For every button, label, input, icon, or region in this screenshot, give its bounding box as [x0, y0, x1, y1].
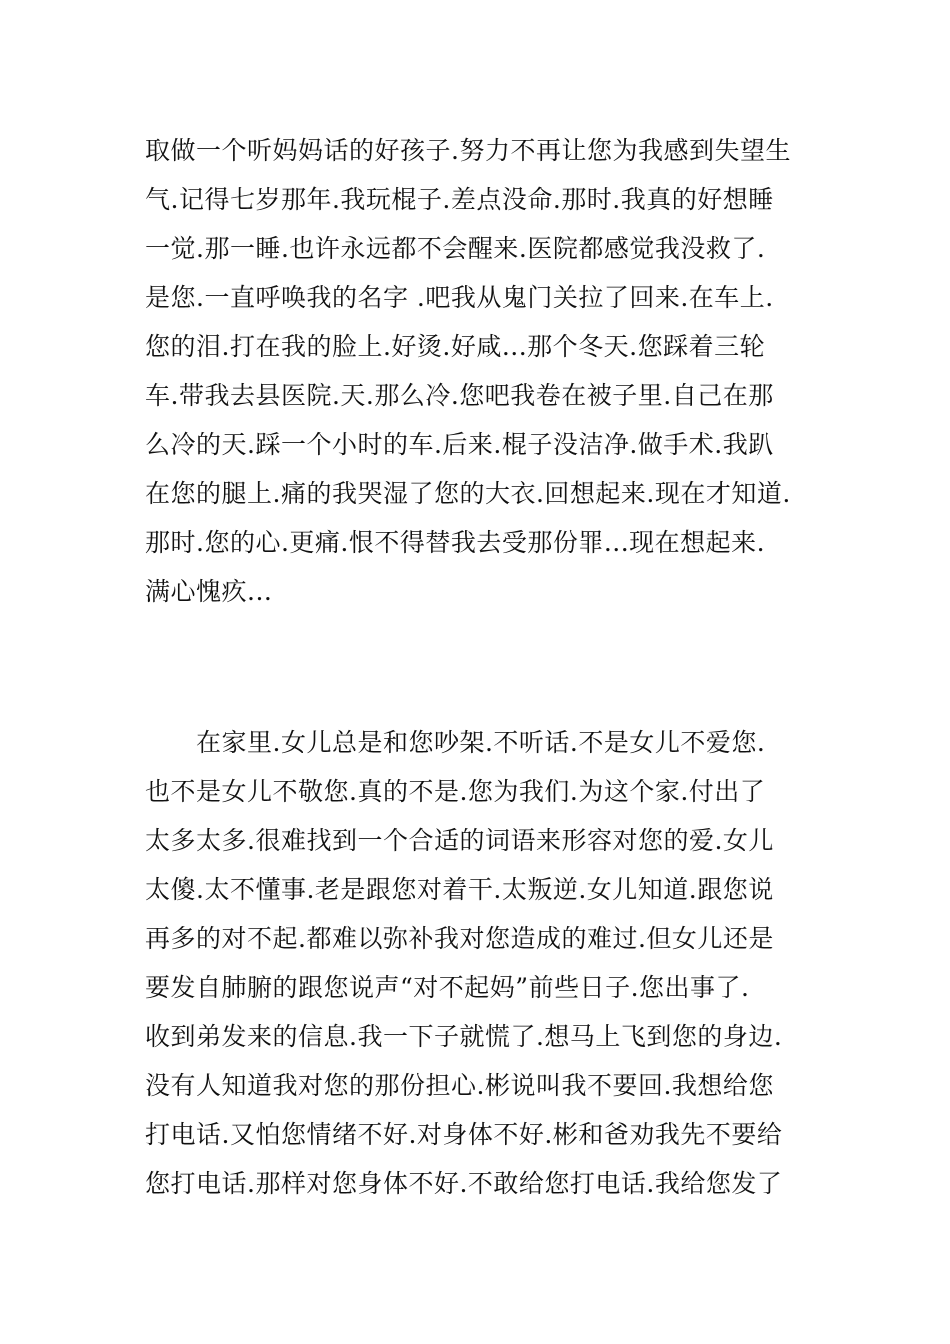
paragraph-2	[145, 718, 825, 1208]
text-line: 要发自肺腑的跟您说声“对不起妈”前些日子.您出事了.	[145, 973, 750, 1002]
text-line: 太傻.太不懂事.老是跟您对着干.太叛逆.女儿知道.跟您说	[145, 875, 774, 904]
text-line: 打电话.又怕您情绪不好.对身体不好.彬和爸劝我先不要给	[145, 1120, 783, 1149]
text-line: 么冷的天.踩一个小时的车.后来.棍子没洁净.做手术.我趴	[145, 430, 774, 459]
text-line: 取做一个听妈妈话的好孩子.努力不再让您为我感到失望生	[145, 136, 791, 165]
text-line: 收到弟发来的信息.我一下子就慌了.想马上飞到您的身边.	[145, 1022, 783, 1051]
text-line: 那时.您的心.更痛.恨不得替我去受那份罪...现在想起来.	[145, 528, 766, 557]
text-line: 太多太多.很难找到一个合适的词语来形容对您的爱.女儿	[145, 826, 774, 855]
text-line: 您打电话.那样对您身体不好.不敢给您打电话.我给您发了	[145, 1169, 783, 1198]
text-line: 在家里.女儿总是和您吵架.不听话.不是女儿不爱您.	[145, 728, 766, 757]
text-line: 一觉.那一睡.也许永远都不会醒来.医院都感觉我没救了.	[145, 234, 766, 263]
text-line: 没有人知道我对您的那份担心.彬说叫我不要回.我想给您	[145, 1071, 774, 1100]
text-line: 在您的腿上.痛的我哭湿了您的大衣.回想起来.现在才知道.	[145, 479, 791, 508]
text-line: 气.记得七岁那年.我玩棍子.差点没命.那时.我真的好想睡	[145, 185, 774, 214]
text-line: 车.带我去县医院.天.那么冷.您吧我卷在被子里.自己在那	[145, 381, 774, 410]
paragraph-1	[145, 126, 825, 616]
text-line: 满心愧疚...	[145, 577, 273, 606]
text-line: 您的泪.打在我的脸上.好烫.好咸...那个冬天.您踩着三轮	[145, 332, 766, 361]
text-line: 再多的对不起.都难以弥补我对您造成的难过.但女儿还是	[145, 924, 774, 953]
text-line: 是您.一直呼唤我的名字 .吧我从鬼门关拉了回来.在车上.	[145, 283, 774, 312]
text-line: 也不是女儿不敬您.真的不是.您为我们.为这个家.付出了	[145, 777, 766, 806]
